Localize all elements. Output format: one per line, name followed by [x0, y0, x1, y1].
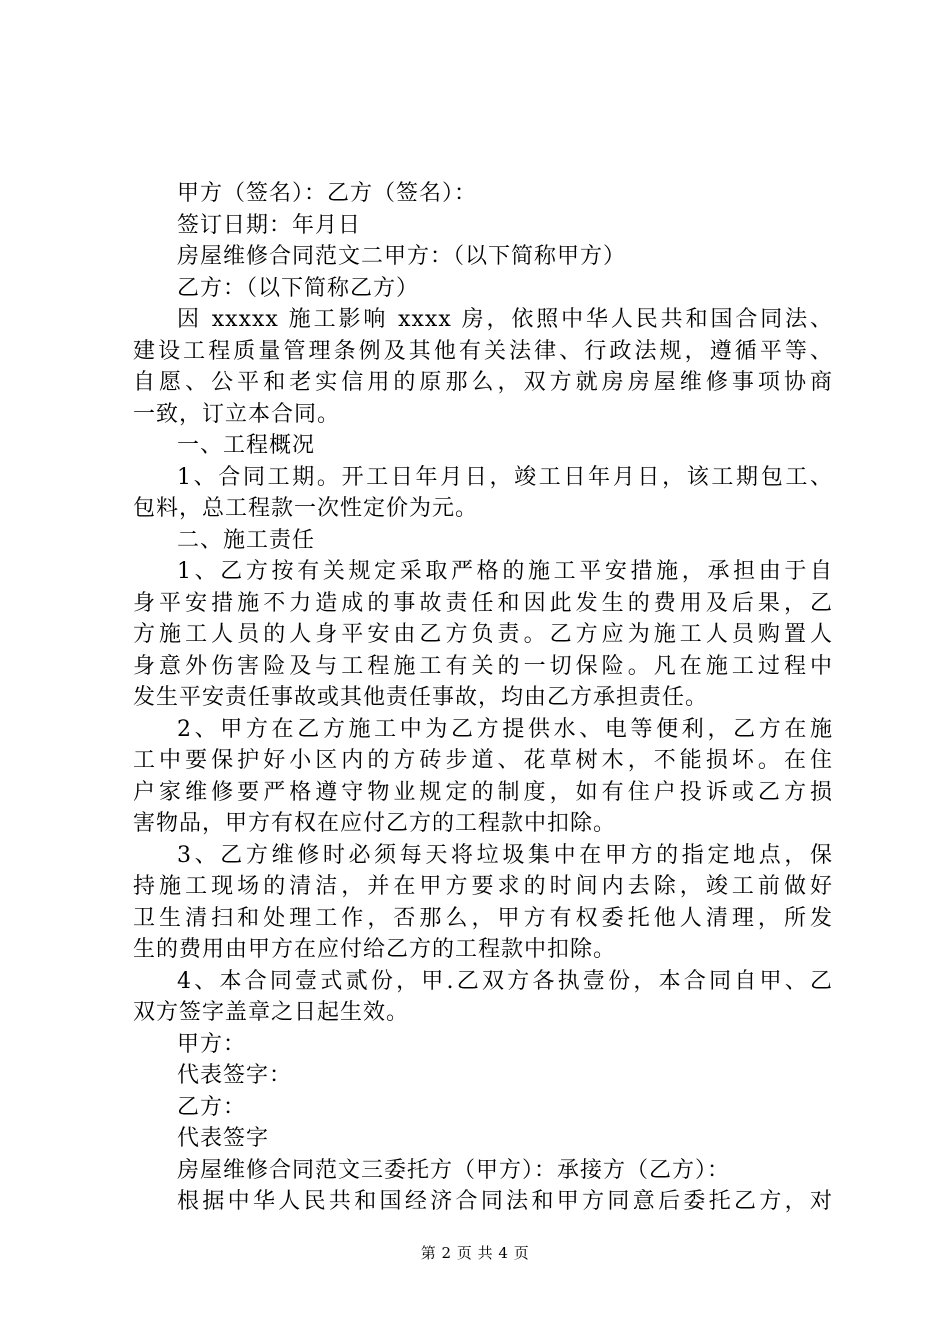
text-line: 根据中华人民共和国经济合同法和甲方同意后委托乙方，对: [177, 1189, 833, 1214]
text-line: 身意外伤害险及与工程施工有关的一切保险。凡在施工过程中: [133, 653, 833, 679]
document-body: [133, 178, 833, 1218]
text-line: 一致，订立本合同。: [133, 401, 341, 427]
text-line: 一、工程概况: [177, 433, 316, 458]
text-line: 2、甲方在乙方施工中为乙方提供水、电等便利，乙方在施: [177, 716, 833, 742]
text-line: 生的费用由甲方在应付给乙方的工程款中扣除。: [133, 937, 617, 962]
text-line: 乙方：: [177, 1094, 247, 1120]
text-line: 工中要保护好小区内的方砖步道、花草树木，不能损坏。在住: [133, 748, 833, 773]
text-line: 因 xxxxx 施工影响 xxxx 房，依照中华人民共和国合同法、: [177, 307, 833, 332]
text-line: 3、乙方维修时必须每天将垃圾集中在甲方的指定地点，保: [177, 842, 833, 868]
text-line: 户家维修要严格遵守物业规定的制度，如有住户投诉或乙方损: [133, 779, 833, 805]
text-line: 1、合同工期。开工日年月日，竣工日年月日，该工期包工、: [177, 464, 833, 490]
text-line: 发生平安责任事故或其他责任事故，均由乙方承担责任。: [133, 685, 709, 710]
text-line: 甲方：: [177, 1031, 247, 1057]
text-line: 卫生清扫和处理工作，否那么，甲方有权委托他人清理，所发: [133, 905, 833, 931]
text-line: 乙方：（以下简称乙方）: [177, 275, 420, 301]
page-footer: 第 2 页 共 4 页: [420, 1244, 530, 1262]
text-line: 建设工程质量管理条例及其他有关法律、行政法规，遵循平等、: [133, 338, 833, 364]
text-line: 二、施工责任: [177, 527, 316, 553]
text-line: 包料，总工程款一次性定价为元。: [133, 496, 479, 521]
text-line: 害物品，甲方有权在应付乙方的工程款中扣除。: [133, 811, 617, 836]
text-line: 身平安措施不力造成的事故责任和因此发生的费用及后果，乙: [133, 590, 833, 616]
text-line: 1、乙方按有关规定采取严格的施工平安措施，承担由于自: [177, 559, 833, 584]
text-line: 签订日期：年月日: [177, 212, 362, 238]
text-line: 持施工现场的清洁，并在甲方要求的时间内去除，竣工前做好: [133, 874, 833, 899]
text-line: 方施工人员的人身平安由乙方负责。乙方应为施工人员购置人: [133, 622, 833, 647]
text-line: 代表签字: [177, 1126, 270, 1151]
text-line: 自愿、公平和老实信用的原那么，双方就房房屋维修事项协商: [133, 370, 833, 395]
text-line: 双方签字盖章之日起生效。: [133, 1000, 410, 1025]
text-line: 房屋维修合同范文三委托方（甲方）：承接方（乙方）：: [177, 1157, 731, 1183]
text-line: 4、本合同壹式贰份，甲.乙双方各执壹份，本合同自甲、乙: [177, 968, 833, 994]
text-line: 代表签字：: [177, 1063, 293, 1088]
text-line: 甲方（签名）：乙方（签名）：: [177, 181, 478, 206]
text-line: 房屋维修合同范文二甲方：（以下简称甲方）: [177, 244, 627, 269]
